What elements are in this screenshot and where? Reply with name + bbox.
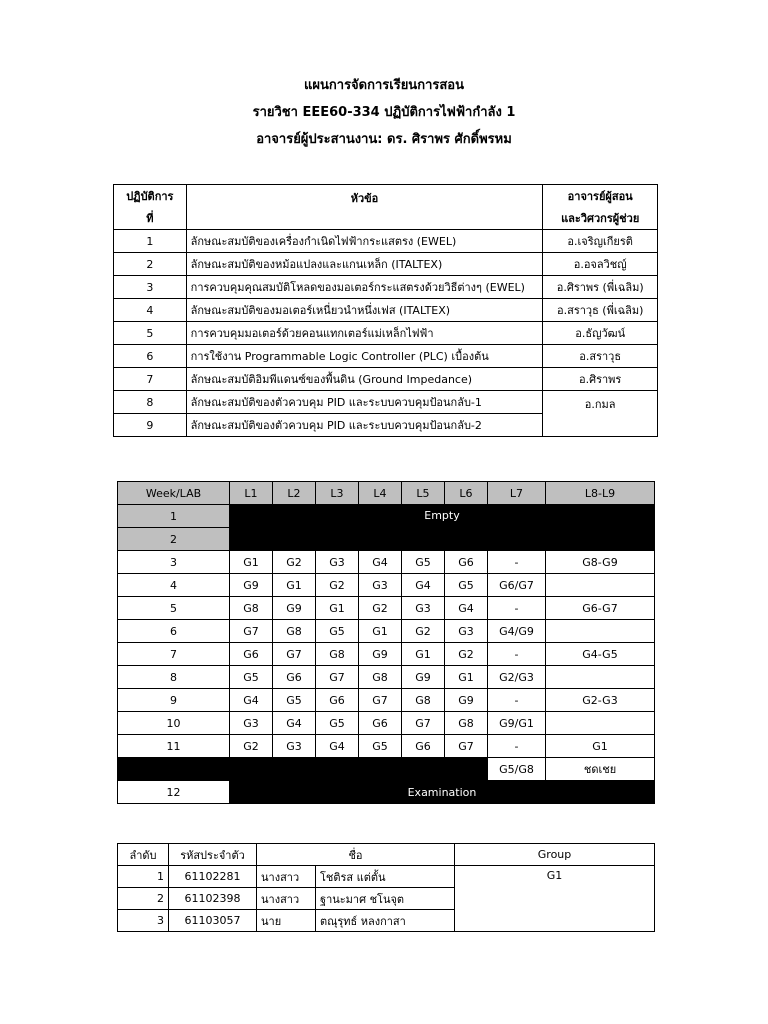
header-teacher: อาจารย์ผู้สอน [543, 185, 658, 208]
group-cell: G3 [445, 620, 488, 643]
lab-schedule-table [117, 481, 655, 804]
exam-block [230, 781, 655, 804]
group-cell: G9 [273, 597, 316, 620]
student-name: ฐานะมาศ ชโนจุต [316, 888, 455, 910]
group-cell: G2 [359, 597, 402, 620]
group-cell: G9 [402, 666, 445, 689]
makeup-row [118, 758, 655, 781]
group-cell: G4 [273, 712, 316, 735]
coordinator-line: อาจารย์ผู้ประสานงาน: ดร. ศิราพร ศักดิ์พรหม [256, 132, 512, 147]
group-cell: G4/G9 [488, 620, 546, 643]
group-cell: G3 [402, 597, 445, 620]
group-cell: G7 [230, 620, 273, 643]
group-cell: G3 [359, 574, 402, 597]
lab-no: 8 [114, 391, 187, 414]
group-cell: G7 [359, 689, 402, 712]
schedule-row [118, 666, 655, 689]
week-number: 7 [118, 643, 230, 666]
group-cell: G1 [359, 620, 402, 643]
group-cell: G2 [445, 643, 488, 666]
course-title: รายวิชา EEE60-334 ปฏิบัติการไฟฟ้ากำลัง 1 [252, 105, 516, 120]
week-number: 12 [118, 781, 230, 804]
lab-teacher: อ.ธัญวัฒน์ [543, 322, 658, 345]
lab-topic: ลักษณะสมบัติของเครื่องกำเนิดไฟฟ้ากระแสตรง (EWEL) [186, 230, 543, 253]
empty-label: Empty [424, 509, 460, 522]
lab-teacher: อ.สราวุธ [543, 345, 658, 368]
lab-no: 1 [114, 230, 187, 253]
lab-teacher: อ.ศิราพร [543, 368, 658, 391]
student-name: โชติรส แต่ตั้น [316, 866, 455, 888]
lab-topic: การควบคุมมอเตอร์ด้วยคอนแทกเตอร์แม่เหล็กไฟฟ้า [186, 322, 543, 345]
group-cell: G5 [316, 620, 359, 643]
group-cell: G7 [402, 712, 445, 735]
group-cell: - [488, 735, 546, 758]
group-cell: G2/G3 [488, 666, 546, 689]
group-cell: G1 [402, 643, 445, 666]
group-cell: G1 [546, 735, 655, 758]
group-cell [546, 712, 655, 735]
header-lab: L3 [316, 482, 359, 505]
student-title: นางสาว [257, 866, 316, 888]
week-number: 5 [118, 597, 230, 620]
table-row [114, 345, 658, 368]
student-id: 61102398 [169, 888, 257, 910]
group-cell: G1 [445, 666, 488, 689]
header-name: ชื่อ [257, 844, 455, 866]
lab-teacher: อ.อจลวิชญ์ [543, 253, 658, 276]
group-cell: G1 [230, 551, 273, 574]
lab-topic: ลักษณะสมบัติอิมพีแดนซ์ของพื้นดิน (Ground Impedance) [186, 368, 543, 391]
week-number: 8 [118, 666, 230, 689]
group-cell: - [488, 689, 546, 712]
header-week-lab: Week/LAB [118, 482, 230, 505]
group-cell: - [488, 551, 546, 574]
makeup-label: ชดเชย [546, 758, 655, 781]
group-cell: G6 [230, 643, 273, 666]
schedule-row [118, 574, 655, 597]
header-lab: L4 [359, 482, 402, 505]
group-cell: G9/G1 [488, 712, 546, 735]
document-title: แผนการจัดการเรียนการสอน [304, 78, 464, 93]
group-cell: G8 [402, 689, 445, 712]
week-number: 1 [118, 505, 230, 528]
schedule-row [118, 643, 655, 666]
exam-row [118, 781, 655, 804]
lab-no: 6 [114, 345, 187, 368]
group-cell: G8 [230, 597, 273, 620]
lab-no: 3 [114, 276, 187, 299]
group-cell: G3 [316, 551, 359, 574]
lab-no: 4 [114, 299, 187, 322]
student-header-row [118, 844, 655, 866]
student-list-table [117, 843, 655, 932]
group-cell: G4 [445, 597, 488, 620]
header-lab: L1 [230, 482, 273, 505]
group-cell: G8 [445, 712, 488, 735]
table-row [114, 230, 658, 253]
table-header-row [114, 185, 658, 208]
header-lab-no: ปฏิบัติการ [114, 185, 187, 208]
student-title: นาย [257, 910, 316, 932]
student-row [118, 866, 655, 888]
group-cell: G4 [316, 735, 359, 758]
table-row [114, 253, 658, 276]
group-cell: G2 [316, 574, 359, 597]
table-row [114, 391, 658, 414]
group-cell: G5 [230, 666, 273, 689]
group-cell: G3 [230, 712, 273, 735]
schedule-header-row [118, 482, 655, 505]
group-cell [546, 574, 655, 597]
group-cell: G4 [402, 574, 445, 597]
lab-topic: การใช้งาน Programmable Logic Controller (PLC) เบื้องต้น [186, 345, 543, 368]
group-cell: G2-G3 [546, 689, 655, 712]
schedule-row [118, 620, 655, 643]
lab-no: 2 [114, 253, 187, 276]
group-cell: G6-G7 [546, 597, 655, 620]
group-cell: G4 [359, 551, 402, 574]
group-cell: G5 [402, 551, 445, 574]
schedule-row [118, 712, 655, 735]
student-order: 2 [118, 888, 169, 910]
lab-teacher: อ.ศิราพร (พี่เฉลิม) [543, 276, 658, 299]
group-cell: G7 [273, 643, 316, 666]
group-cell: G2 [230, 735, 273, 758]
group-cell: G5 [359, 735, 402, 758]
header-teacher-2: และวิศวกรผู้ช่วย [543, 207, 658, 230]
schedule-row [118, 735, 655, 758]
schedule-row-week-1 [118, 505, 655, 528]
lab-teacher: อ.เจริญเกียรติ [543, 230, 658, 253]
group-cell: G5 [445, 574, 488, 597]
student-title: นางสาว [257, 888, 316, 910]
group-cell: G8 [359, 666, 402, 689]
student-id: 61103057 [169, 910, 257, 932]
header-lab: L8-L9 [546, 482, 655, 505]
table-row [114, 276, 658, 299]
group-cell: G2 [273, 551, 316, 574]
group-cell: G3 [273, 735, 316, 758]
group-cell: - [488, 597, 546, 620]
makeup-blank [118, 758, 488, 781]
week-number: 11 [118, 735, 230, 758]
schedule-row [118, 551, 655, 574]
student-name: ตณุรุทธ์ หลงกาสา [316, 910, 455, 932]
group-cell: G9 [445, 689, 488, 712]
group-cell: G6 [359, 712, 402, 735]
header-student-id: รหัสประจำตัว [169, 844, 257, 866]
table-row [114, 322, 658, 345]
week-number: 3 [118, 551, 230, 574]
table-row [114, 368, 658, 391]
lab-topic: ลักษณะสมบัติของหม้อแปลงและแกนเหล็ก (ITALTEX) [186, 253, 543, 276]
lab-teacher: อ.กมล [543, 391, 658, 437]
group-cell: G8 [316, 643, 359, 666]
header-order: ลำดับ [118, 844, 169, 866]
group-cell [546, 666, 655, 689]
week-number: 9 [118, 689, 230, 712]
group-cell: G6/G7 [488, 574, 546, 597]
group-cell: G6 [316, 689, 359, 712]
table-row [114, 299, 658, 322]
lab-topics-table [113, 184, 658, 437]
group-cell: G1 [273, 574, 316, 597]
lab-topic: ลักษณะสมบัติของตัวควบคุม PID และระบบควบคุมป้อนกลับ-1 [186, 391, 543, 414]
group-cell: G5 [273, 689, 316, 712]
header-lab: L6 [445, 482, 488, 505]
lab-no: 9 [114, 414, 187, 437]
makeup-l7: G5/G8 [488, 758, 546, 781]
group-cell: G2 [402, 620, 445, 643]
group-cell: - [488, 643, 546, 666]
lab-no: 5 [114, 322, 187, 345]
lab-teacher: อ.สราวุธ (พี่เฉลิม) [543, 299, 658, 322]
header-group: Group [455, 844, 655, 866]
student-order: 1 [118, 866, 169, 888]
header-lab: L7 [488, 482, 546, 505]
group-cell: G9 [230, 574, 273, 597]
group-cell: G6 [402, 735, 445, 758]
group-cell: G5 [316, 712, 359, 735]
group-cell: G4 [230, 689, 273, 712]
lab-topic: ลักษณะสมบัติของมอเตอร์เหนี่ยวนำหนึ่งเฟส (ITALTEX) [186, 299, 543, 322]
schedule-row [118, 597, 655, 620]
schedule-row [118, 689, 655, 712]
week-number: 4 [118, 574, 230, 597]
group-cell: G4-G5 [546, 643, 655, 666]
week-number: 2 [118, 528, 230, 551]
week-number: 6 [118, 620, 230, 643]
student-order: 3 [118, 910, 169, 932]
group-cell: G8-G9 [546, 551, 655, 574]
group-cell: G7 [316, 666, 359, 689]
lab-topic: การควบคุมคุณสมบัติโหลดของมอเตอร์กระแสตรงด้วยวิธีต่างๆ (EWEL) [186, 276, 543, 299]
lab-no: 7 [114, 368, 187, 391]
lab-topic: ลักษณะสมบัติของตัวควบคุม PID และระบบควบคุมป้อนกลับ-2 [186, 414, 543, 437]
group-cell: G8 [273, 620, 316, 643]
group-cell: G6 [445, 551, 488, 574]
group-cell: G9 [359, 643, 402, 666]
exam-label: Examination [407, 785, 477, 799]
week-number: 10 [118, 712, 230, 735]
header-lab: L5 [402, 482, 445, 505]
header-lab: L2 [273, 482, 316, 505]
header-lab-no-2: ที่ [114, 207, 187, 230]
group-cell: G7 [445, 735, 488, 758]
header-topic: หัวข้อ [186, 185, 543, 230]
group-cell: G6 [273, 666, 316, 689]
group-cell: G1 [316, 597, 359, 620]
group-cell [546, 620, 655, 643]
empty-block [230, 505, 655, 551]
student-group: G1 [455, 866, 655, 932]
student-id: 61102281 [169, 866, 257, 888]
